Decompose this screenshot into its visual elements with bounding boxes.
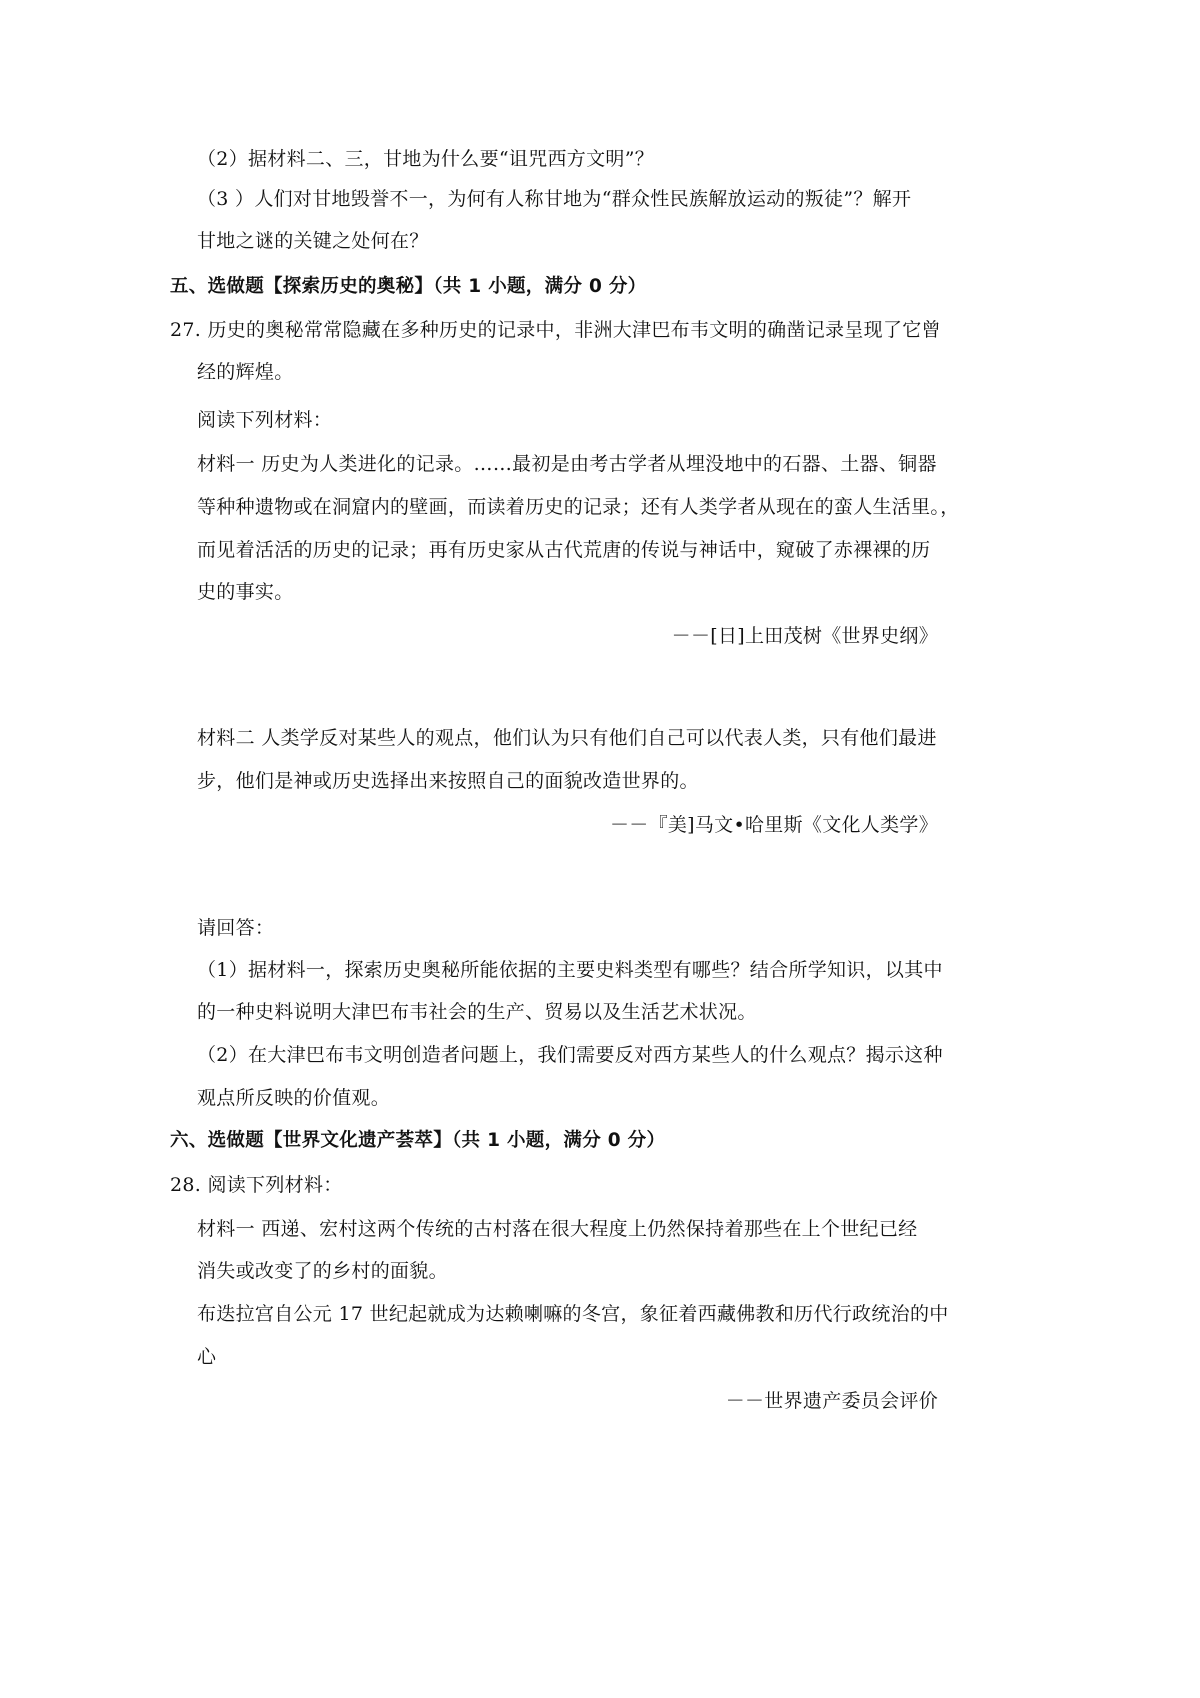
q28-material1-line2: 消失或改变了的乡村的面貌。 (197, 1260, 448, 1282)
q27-material2-line2: 步，他们是神或历史选择出来按照自己的面貌改造世界的。 (197, 770, 699, 792)
q27-subquestion-1-line1: （1）据材料一，探索历史奥秘所能依据的主要史料类型有哪些？结合所学知识，以其中 (197, 959, 943, 981)
q28-material1-source: －－世界遗产委员会评价 (725, 1390, 938, 1412)
q27-subquestion-1-line2: 的一种史料说明大津巴布韦社会的生产、贸易以及生活艺术状况。 (197, 1001, 757, 1023)
q27-intro-line2: 经的辉煌。 (197, 361, 294, 383)
q27-material1-line3: 而见着活活的历史的记录；再有历史家从古代荒唐的传说与神话中，窥破了赤裸裸的历 (197, 539, 931, 561)
q28-intro: 28. 阅读下列材料： (170, 1174, 343, 1196)
q27-material2-line1: 材料二 人类学反对某些人的观点，他们认为只有他们自己可以代表人类，只有他们最进 (197, 727, 937, 749)
q28-material1-line4: 心 (197, 1346, 217, 1368)
q27-answer-prompt: 请回答： (197, 917, 275, 939)
q28-material1-line3: 布迭拉宫自公元 17 世纪起就成为达赖喇嘛的冬宫，象征着西藏佛教和历代行政统治的中 (197, 1303, 949, 1325)
q27-subquestion-2-line1: （2）在大津巴布韦文明创造者问题上，我们需要反对西方某些人的什么观点？揭示这种 (197, 1044, 943, 1066)
q28-material1-line1: 材料一 西递、宏村这两个传统的古村落在很大程度上仍然保持着那些在上个世纪已经 (197, 1218, 918, 1240)
section-6-heading: 六、选做题【世界文化遗产荟萃】（共 1 小题，满分 0 分） (170, 1130, 666, 1151)
q27-material1-line1: 材料一 历史为人类进化的记录。……最初是由考古学者从埋没地中的石器、土器、铜器 (197, 453, 937, 475)
q26-subquestion-3-line2: 甘地之谜的关键之处何在？ (197, 230, 429, 252)
q27-material1-source: －－[日]上田茂树《世界史纲》 (671, 625, 938, 647)
section-5-heading: 五、选做题【探索历史的奥秘】（共 1 小题，满分 0 分） (170, 276, 647, 297)
q27-material2-source: －－『美]马文•哈里斯《文化人类学》 (609, 814, 938, 836)
q26-subquestion-2: （2）据材料二、三，甘地为什么要“诅咒西方文明”？ (197, 148, 655, 170)
q27-material1-line4: 史的事实。 (197, 581, 294, 603)
q27-material1-line2: 等种种遗物或在洞窟内的壁画，而读着历史的记录；还有人类学者从现在的蛮人生活里。， (197, 496, 960, 518)
q27-intro-line1: 27. 历史的奥秘常常隐藏在多种历史的记录中，非洲大津巴布韦文明的确凿记录呈现了它曾 (170, 319, 941, 341)
q27-read-prompt: 阅读下列材料： (197, 409, 333, 431)
q26-subquestion-3-line1: （3 ）人们对甘地毁誉不一，为何有人称甘地为“群众性民族解放运动的叛徒”？解开 (197, 188, 912, 210)
q27-subquestion-2-line2: 观点所反映的价值观。 (197, 1087, 391, 1109)
